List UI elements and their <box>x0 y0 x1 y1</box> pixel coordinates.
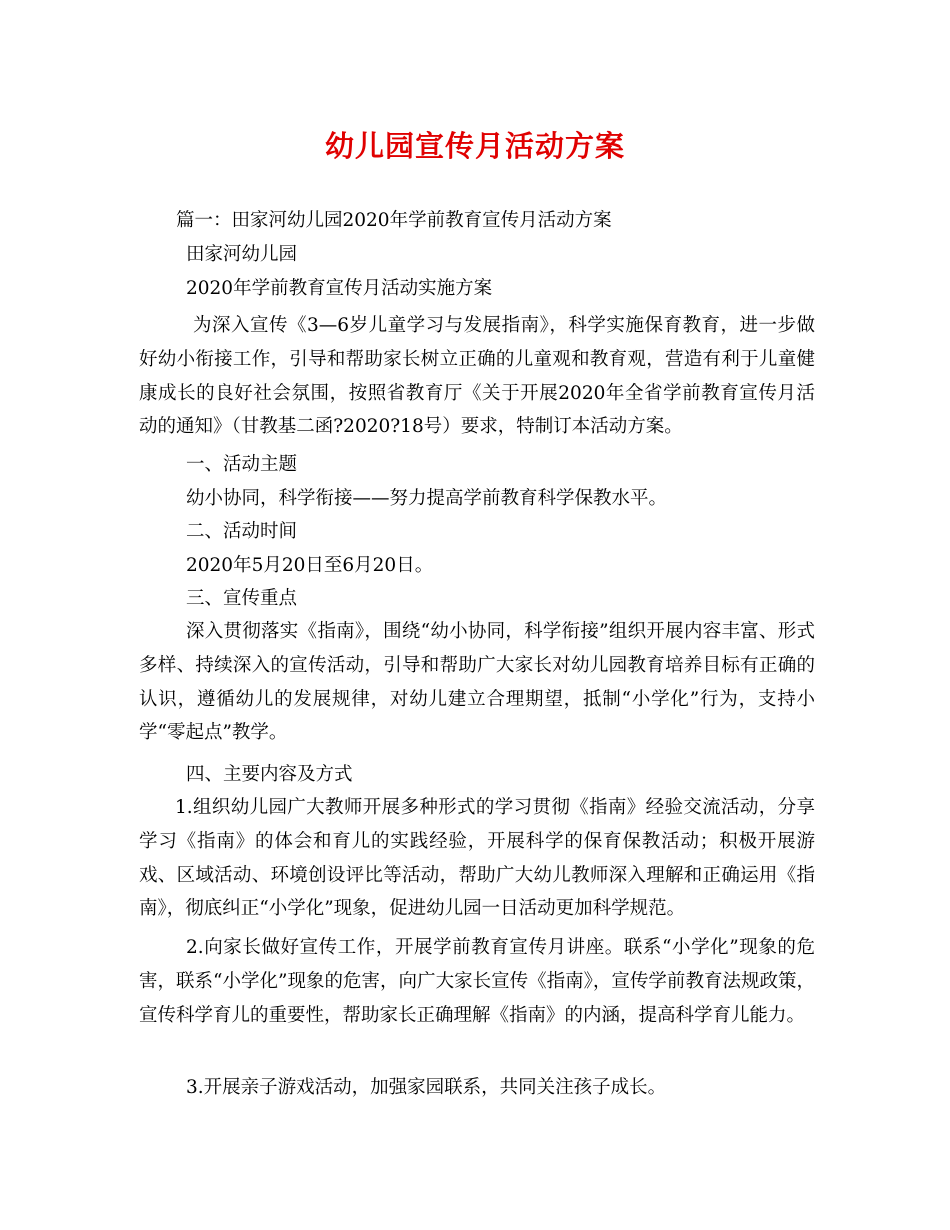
plan-title-line: 2020年学前教育宣传月活动实施方案 <box>186 278 493 299</box>
content-item-3: 3.开展亲子游戏活动，加强家园联系，共同关注孩子成长。 <box>186 1077 667 1098</box>
document-title: 幼儿园宣传月活动方案 <box>324 129 625 163</box>
org-name-line: 田家河幼儿园 <box>186 244 298 265</box>
time-text: 2020年5月20日至6月20日。 <box>186 555 434 576</box>
theme-text: 幼小协同，科学衔接——努力提高学前教育科学保教水平。 <box>186 488 668 509</box>
section-heading-focus: 三、宣传重点 <box>186 588 298 609</box>
section-heading-content: 四、主要内容及方式 <box>186 764 353 785</box>
intro-line: 篇一：田家河幼儿园2020年学前教育宣传月活动方案 <box>176 210 612 231</box>
section-heading-theme: 一、活动主题 <box>186 454 298 475</box>
focus-paragraph: 深入贯彻落实《指南》，围绕“幼小协同，科学衔接”组织开展内容丰富、形式多样、持续深入的宣传活动，引导和帮助广大家长对幼儿园教育培养目标有正确的认识，遵循幼儿的发展规律，对幼儿建立合理期望，抵制“小学化”行为，支持小学“零起点”教学。 <box>139 621 815 744</box>
content-item-2: 2.向家长做好宣传工作，开展学前教育宣传月讲座。联系“小学化”现象的危害，联系“小学化”现象的危害，向广大家长宣传《指南》，宣传学前教育法规政策，宣传科学育儿的重要性，帮助家长正确理解《指南》的内涵，提高科学育儿能力。 <box>139 937 815 1026</box>
content-item-1: 1.组织幼儿园广大教师开展多种形式的学习贯彻《指南》经验交流活动，分享学习《指南》的体会和育儿的实践经验，开展科学的保育保教活动；积极开展游戏、区域活动、环境创设评比等活动，帮助广大幼儿教师深入理解和正确运用《指南》，彻底纠正“小学化”现象，促进幼儿园一日活动更加科学规范。 <box>139 797 815 920</box>
purpose-paragraph: 为深入宣传《3—6岁儿童学习与发展指南》，科学实施保育教育，进一步做好幼小衔接工作，引导和帮助家长树立正确的儿童观和教育观，营造有利于儿童健康成长的良好社会氛围，按照省教育厅《关于开展2020年全省学前教育宣传月活动的通知》（甘教基二函?2020?18号）要求，特制订本活动方案。 <box>139 315 815 438</box>
section-heading-time: 二、活动时间 <box>186 521 298 542</box>
